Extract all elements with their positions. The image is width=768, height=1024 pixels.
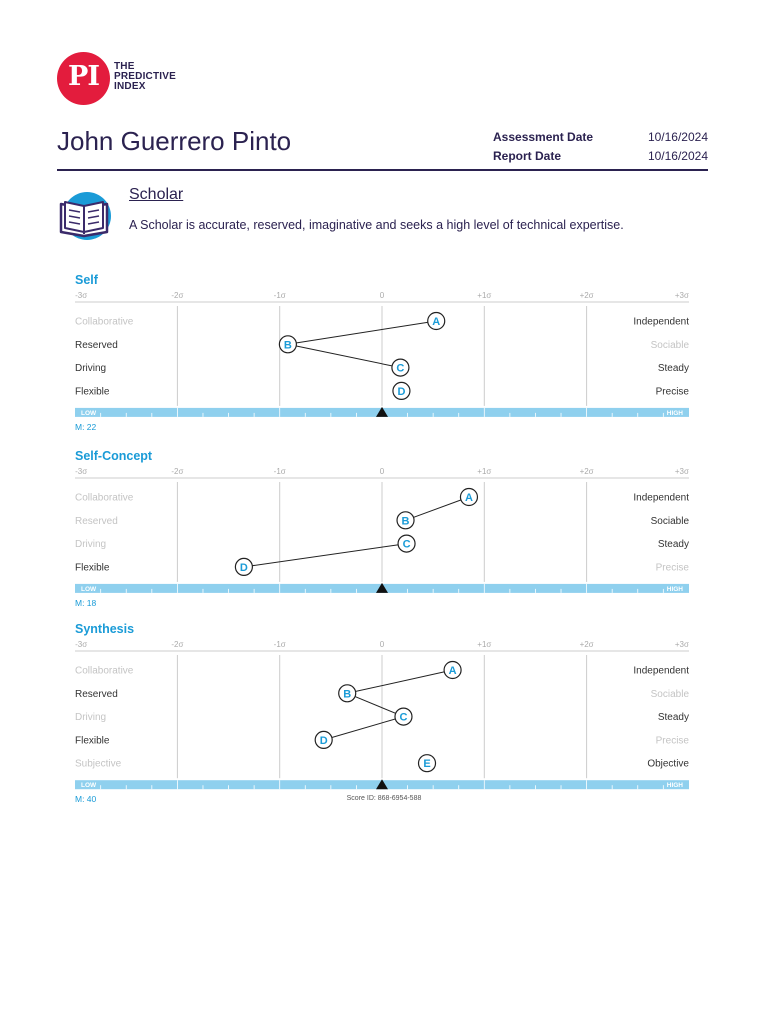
row-left-label: Reserved: [75, 688, 118, 700]
report-date-value: 10/16/2024: [647, 149, 708, 163]
profile-name[interactable]: Scholar: [129, 186, 184, 203]
person-name: John Guerrero Pinto: [57, 126, 292, 156]
scale-label: -1σ: [273, 640, 286, 649]
scale-label: 0: [379, 467, 385, 476]
factor-letter: A: [432, 316, 441, 328]
row-left-label: Flexible: [75, 735, 110, 747]
scale-label: +1σ: [477, 640, 492, 649]
row-left-label: Flexible: [75, 386, 110, 398]
logo-line-3: INDEX: [114, 81, 146, 92]
row-right-label: Sociable: [650, 515, 689, 527]
row-left-label: Collaborative: [75, 316, 134, 328]
row-left-label: Collaborative: [75, 665, 134, 677]
row-right-label: Precise: [655, 735, 689, 747]
factor-letter: D: [319, 734, 328, 747]
row-right-label: Independent: [633, 492, 689, 504]
row-right-label: Steady: [657, 363, 689, 375]
factor-connector: [288, 321, 436, 344]
row-left-label: Reserved: [75, 515, 118, 527]
chart-title: Self-Concept: [75, 449, 153, 463]
factor-connector: [347, 670, 452, 693]
row-left-label: Flexible: [75, 562, 110, 574]
scale-label: -1σ: [273, 291, 286, 300]
row-right-label: Independent: [633, 665, 689, 677]
m-score: M: 18: [75, 597, 97, 608]
logo-mark-text: PI: [68, 61, 99, 92]
row-right-label: Precise: [655, 562, 689, 574]
scale-label: -2σ: [171, 640, 184, 649]
row-left-label: Driving: [75, 363, 107, 375]
assessment-date-value: 10/16/2024: [647, 130, 708, 144]
factor-letter: D: [397, 385, 406, 398]
scale-label: +1σ: [477, 467, 492, 476]
bar-high-label: HIGH: [666, 585, 683, 593]
scale-label: +3σ: [674, 291, 689, 300]
row-right-label: Objective: [647, 758, 689, 770]
scale-label: -3σ: [75, 640, 88, 649]
chart-title: Synthesis: [75, 622, 135, 636]
report-date-label: Report Date: [493, 149, 562, 163]
row-right-label: Sociable: [650, 688, 689, 700]
scale-label: +3σ: [674, 640, 689, 649]
row-left-label: Driving: [75, 712, 107, 724]
factor-letter: C: [396, 362, 405, 375]
row-left-label: Collaborative: [75, 492, 134, 504]
logo-line-2: PREDICTIVE: [114, 71, 177, 82]
row-right-label: Precise: [655, 386, 689, 398]
factor-connector: [406, 497, 469, 520]
scale-label: -2σ: [171, 291, 184, 300]
row-right-label: Independent: [633, 316, 689, 328]
row-left-label: Subjective: [75, 758, 122, 770]
bar-low-label: LOW: [81, 409, 97, 417]
factor-connector: [288, 344, 401, 367]
factor-letter: A: [464, 492, 473, 504]
m-score: M: 22: [75, 421, 97, 432]
factor-connector: [347, 693, 403, 716]
bar-low-label: LOW: [81, 585, 97, 593]
scale-label: -1σ: [273, 467, 286, 476]
chart-title: Self: [75, 273, 98, 287]
m-score: M: 40: [75, 794, 97, 805]
factor-letter: B: [401, 515, 410, 528]
scale-label: 0: [379, 640, 385, 649]
assessment-date-label: Assessment Date: [493, 130, 594, 144]
row-left-label: Reserved: [75, 339, 118, 351]
scale-label: +3σ: [674, 467, 689, 476]
scale-label: -3σ: [75, 291, 88, 300]
score-id: Score ID: 868-6954-588: [346, 795, 422, 802]
scale-label: +2σ: [579, 640, 594, 649]
bar-low-label: LOW: [81, 782, 97, 790]
row-right-label: Steady: [657, 539, 689, 551]
scale-label: +2σ: [579, 291, 594, 300]
profile-description: A Scholar is accurate, reserved, imaginative and seeks a high level of technical expertise.: [129, 218, 624, 232]
factor-letter: E: [423, 758, 431, 771]
factor-letter: B: [343, 688, 352, 701]
row-right-label: Steady: [657, 712, 689, 724]
factor-letter: D: [239, 561, 248, 574]
scale-label: +2σ: [579, 467, 594, 476]
factor-letter: B: [283, 339, 292, 352]
factor-connector: [324, 717, 404, 740]
scale-label: +1σ: [477, 291, 492, 300]
scale-label: -3σ: [75, 467, 88, 476]
factor-letter: C: [399, 711, 408, 724]
factor-letter: C: [402, 538, 411, 551]
row-left-label: Driving: [75, 539, 107, 551]
factor-letter: A: [448, 665, 457, 677]
logo-line-1: THE: [114, 61, 135, 72]
scale-label: -2σ: [171, 467, 184, 476]
row-right-label: Sociable: [650, 339, 689, 351]
scale-label: 0: [379, 291, 385, 300]
bar-high-label: HIGH: [666, 409, 683, 417]
bar-high-label: HIGH: [666, 782, 683, 790]
